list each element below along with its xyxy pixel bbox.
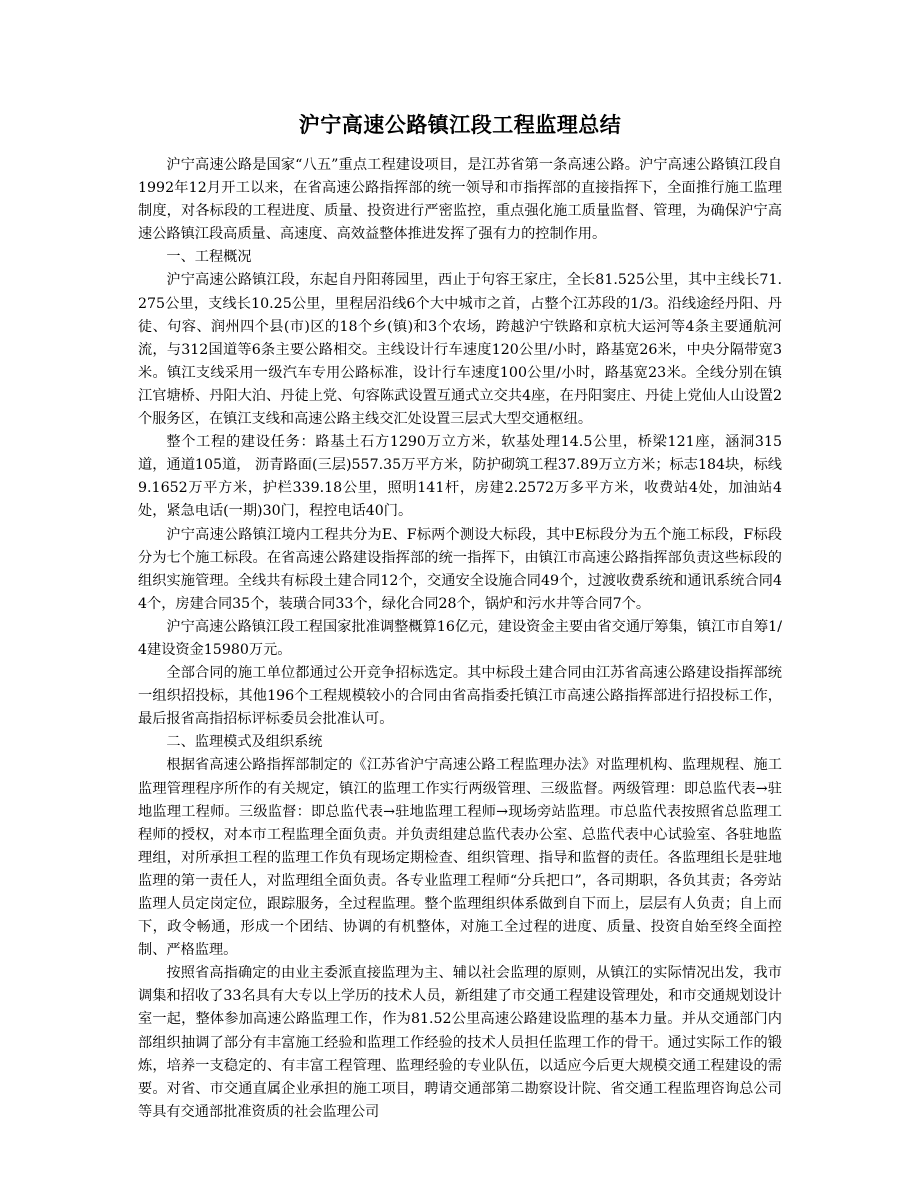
paragraph-budget: 沪宁高速公路镇江段工程国家批准调整概算16亿元，建设资金主要由省交通厅筹集，镇江市自筹1/4建设资金15980万元。 <box>138 618 782 658</box>
document-page <box>138 110 782 1124</box>
paragraph-sections: 沪宁高速公路镇江境内工程共分为E、F标两个测设大标段，其中E标段分为五个施工标段，F标段分为七个施工标段。在省高速公路建设指挥部的统一指挥下，由镇江市高速公路指挥部负责这些标段的组织实施管理。全线共有标段土建合同12个，交通安全设施合同49个，过渡收费系统和通讯系统合同44个，房建合同35个，装璜合同33个，绿化合同28个，锅炉和污水井等合同7个。 <box>138 526 782 612</box>
document-title: 沪宁高速公路镇江段工程监理总结 <box>298 113 622 137</box>
section-heading-overview: 一、工程概况 <box>166 249 252 266</box>
section-heading-supervision: 二、监理模式及组织系统 <box>166 734 323 751</box>
paragraph-intro: 沪宁高速公路是国家“八五”重点工程建设项目，是江苏省第一条高速公路。沪宁高速公路镇江段自1992年12月开工以来，在省高速公路指挥部的统一领导和市指挥部的直接指挥下，全面推行施工监理制度，对各标段的工程进度、质量、投资进行严密监控，重点强化施工质量监督、管理，为确保沪宁高速公路镇江段高质量、高速度、高效益整体推进发挥了强有力的控制作用。 <box>138 157 782 243</box>
paragraph-supervision-staff: 按照省高指确定的由业主委派直接监理为主、辅以社会监理的原则，从镇江的实际情况出发，我市调集和招收了33名具有大专以上学历的技术人员，新组建了市交通工程建设管理处，和市交通规划设计室一起，整体参加高速公路监理工作，作为81.52公里高速公路建设监理的基本力量。并从交通部门内部组织抽调了部分有丰富施工经验和监理工作经验的技术人员担任监理工作的骨干。通过实际工作的锻炼，培养一支稳定的、有丰富工程管理、监理经验的专业队伍，以适应今后更大规模交通工程建设的需要。对省、市交通直属企业承担的施工项目，聘请交通部第二勘察设计院、省交通工程监理咨询总公司等具有交通部批准资质的社会监理公司 <box>138 965 782 1120</box>
paragraph-tasks: 整个工程的建设任务：路基土石方1290万立方米，软基处理14.5公里，桥梁121座，涵洞315道，通道105道， 沥青路面(三层)557.35万平方米，防护砌筑工程37.89万立方米；标志184块，标线9.1652万平方米，护栏339.18公里，照明141杆，房建2.2572万多平方米，收费站4处，加油站4处，紧急电话(一期)30门，程控电话40门。 <box>138 434 782 520</box>
paragraph-bidding: 全部合同的施工单位都通过公开竞争招标选定。其中标段土建合同由江苏省高速公路建设指挥部统一组织招投标，其他196个工程规模较小的合同由省高指委托镇江市高速公路指挥部进行招投标工作，最后报省高指招标评标委员会批准认可。 <box>138 665 782 728</box>
paragraph-route: 沪宁高速公路镇江段，东起自丹阳蒋园里，西止于句容王家庄，全长81.525公里，其中主线长71.275公里，支线长10.25公里，里程居沿线6个大中城市之首，占整个江苏段的1/3。沿线途经丹阳、丹徒、句容、润州四个县(市)区的18个乡(镇)和3个农场，跨越沪宁铁路和京杭大运河等4条主要通航河流，与312国道等6条主要公路相交。主线设计行车速度120公里/小时，路基宽26米，中央分隔带宽3米。镇江支线采用一级汽车专用公路标准，设计行车速度100公里/小时，路基宽23米。全线分别在镇江官塘桥、丹阳大泊、丹徒上党、句容陈武设置互通式立交共4座，在丹阳窦庄、丹徒上党仙人山设置2个服务区，在镇江支线和高速公路主线交汇处设置三层式大型交通枢纽。 <box>138 272 782 428</box>
paragraph-supervision-system: 根据省高速公路指挥部制定的《江苏省沪宁高速公路工程监理办法》对监理机构、监理规程、施工监理管理程序所作的有关规定，镇江的监理工作实行两级管理、三级监督。两级管理：即总监代表→驻地监理工程师。三级监督：即总监代表→驻地监理工程师→现场旁站监理。市总监代表按照省总监理工程师的授权，对本市工程监理全面负责。并负责组建总监代表办公室、总监代表中心试验室、各驻地监理组，对所承担工程的监理工作负有现场定期检查、组织管理、指导和监督的责任。各监理组长是驻地监理的第一责任人，对监理组全面负责。各专业监理工程师“分兵把口”，各司期职，各负其责；各旁站监理人员定岗定位，跟踪服务，全过程监理。整个监理组织体系做到自下而上，层层有人负责；自上而下，政令畅通，形成一个团结、协调的有机整体，对施工全过程的进度、质量、投资自始至终全面控制、严格监理。 <box>138 757 782 959</box>
